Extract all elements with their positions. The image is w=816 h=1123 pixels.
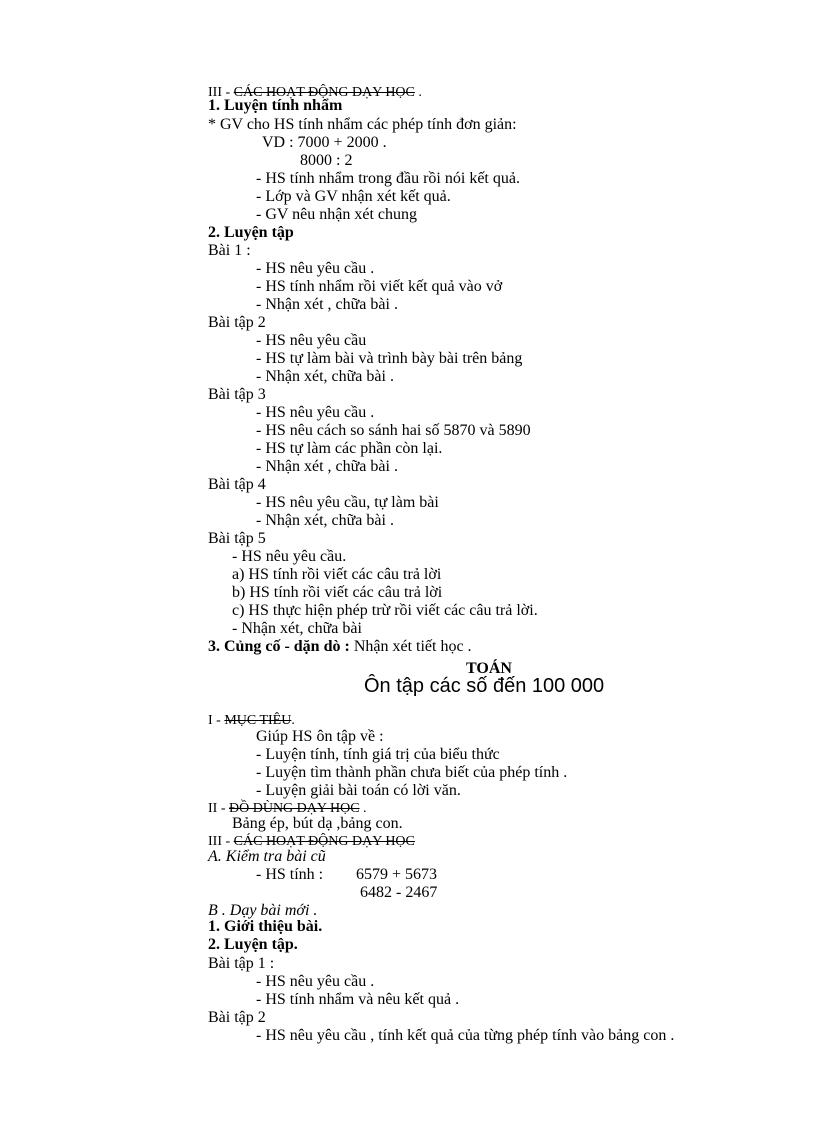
exercise-item: - Nhận xét , chữa bài . [256,296,398,313]
part1-line: * GV cho HS tính nhẩm các phép tính đơn giản: [208,116,517,133]
objective-line: - Luyện tính, tính giá trị của biểu thức [256,746,500,763]
section-heading-materials: II - ĐỒ DÙNG DẠY HỌC . [208,801,367,816]
calculation: 6579 + 5673 [356,866,438,883]
part1-line: 8000 : 2 [300,152,353,169]
lesson-title: Ôn tập các số đến 100 000 [364,675,605,697]
lesson-subject: TOÁN [466,660,512,677]
hs-tinh-label: - HS tính : [256,866,324,883]
exercise-title: Bài 1 : [208,242,251,259]
exercise-item: - HS tự làm bài và trình bày bài trên bảng [256,350,523,367]
exercise-item: - HS nêu yêu cầu, tự làm bài [256,494,439,511]
objective-line: Giúp HS ôn tập về : [256,728,384,745]
part3-heading: 3. Củng cố - dặn dò : [208,638,350,655]
objective-line: - Luyện giải bài toán có lời văn. [256,782,461,799]
exercise-item: - HS tự làm các phần còn lại. [256,440,443,457]
section-heading-objectives: I - MỤC TIÊU. [208,713,295,728]
exercise-title: Bài tập 5 [208,530,266,547]
exercise-item: - Nhận xét , chữa bài . [256,458,398,475]
intro-heading: 1. Giới thiệu bài. [208,918,323,935]
exercise-item: b) HS tính rồi viết các câu trả lời [232,584,443,601]
exercise-item: a) HS tính rồi viết các câu trả lời [232,566,442,583]
exercise-item: - Nhận xét, chữa bài . [256,368,394,385]
exercise-item: - HS nêu yêu cầu [256,332,367,349]
exercise-title: Bài tập 1 : [208,955,275,972]
exercise-item: - Nhận xét, chữa bài . [256,512,394,529]
exercise-item: - HS nêu yêu cầu . [256,973,375,990]
exercise-title: Bài tập 2 [208,1009,266,1026]
exercise-item: - HS nêu yêu cầu , tính kết quả của từng phép tính vào bảng con . [256,1027,675,1044]
exercise-title: Bài tập 3 [208,386,266,403]
exercise-item: - HS tính nhẩm rồi viết kết quả vào vở [256,278,503,295]
part1-heading: 1. Luyện tính nhẩm [208,97,343,114]
practice-heading: 2. Luyện tập. [208,936,298,953]
exercise-item: - HS nêu yêu cầu . [256,404,375,421]
section-heading-activities-2: III - CÁC HOẠT ĐỘNG DẠY HỌC [208,834,415,849]
part1-line: VD : 7000 + 2000 . [262,134,387,151]
exercise-item: c) HS thực hiện phép trừ rồi viết các câu trả lời. [232,602,538,619]
materials-text: Bảng ép, bút dạ ,bảng con. [232,815,403,832]
part1-line: - Lớp và GV nhận xét kết quả. [256,188,451,205]
section-heading-activities: III - CÁC HOẠT ĐỘNG DẠY HỌC . [208,85,422,100]
part-b-heading: B . Dạy bài mới . [208,902,318,919]
calculation: 6482 - 2467 [360,884,438,901]
part-a-heading: A. Kiểm tra bài cũ [208,848,326,865]
exercise-item: - Nhận xét, chữa bài [232,620,362,637]
exercise-title: Bài tập 4 [208,476,266,493]
exercise-item: - HS tính nhẩm và nêu kết quả . [256,991,460,1008]
objective-line: - Luyện tìm thành phần chưa biết của phép tính . [256,764,568,781]
part2-heading: 2. Luyện tập [208,224,294,241]
part3-text: Nhận xét tiết học . [349,638,472,655]
exercise-item: - HS nêu yêu cầu. [232,548,347,565]
exercise-item: - HS nêu cách so sánh hai số 5870 và 5890 [256,422,531,439]
part1-line: - GV nêu nhận xét chung [256,206,417,223]
exercise-item: - HS nêu yêu cầu . [256,260,375,277]
part1-line: - HS tính nhẩm trong đầu rồi nói kết quả. [256,170,520,187]
exercise-title: Bài tập 2 [208,314,266,331]
part3-line [208,638,472,656]
